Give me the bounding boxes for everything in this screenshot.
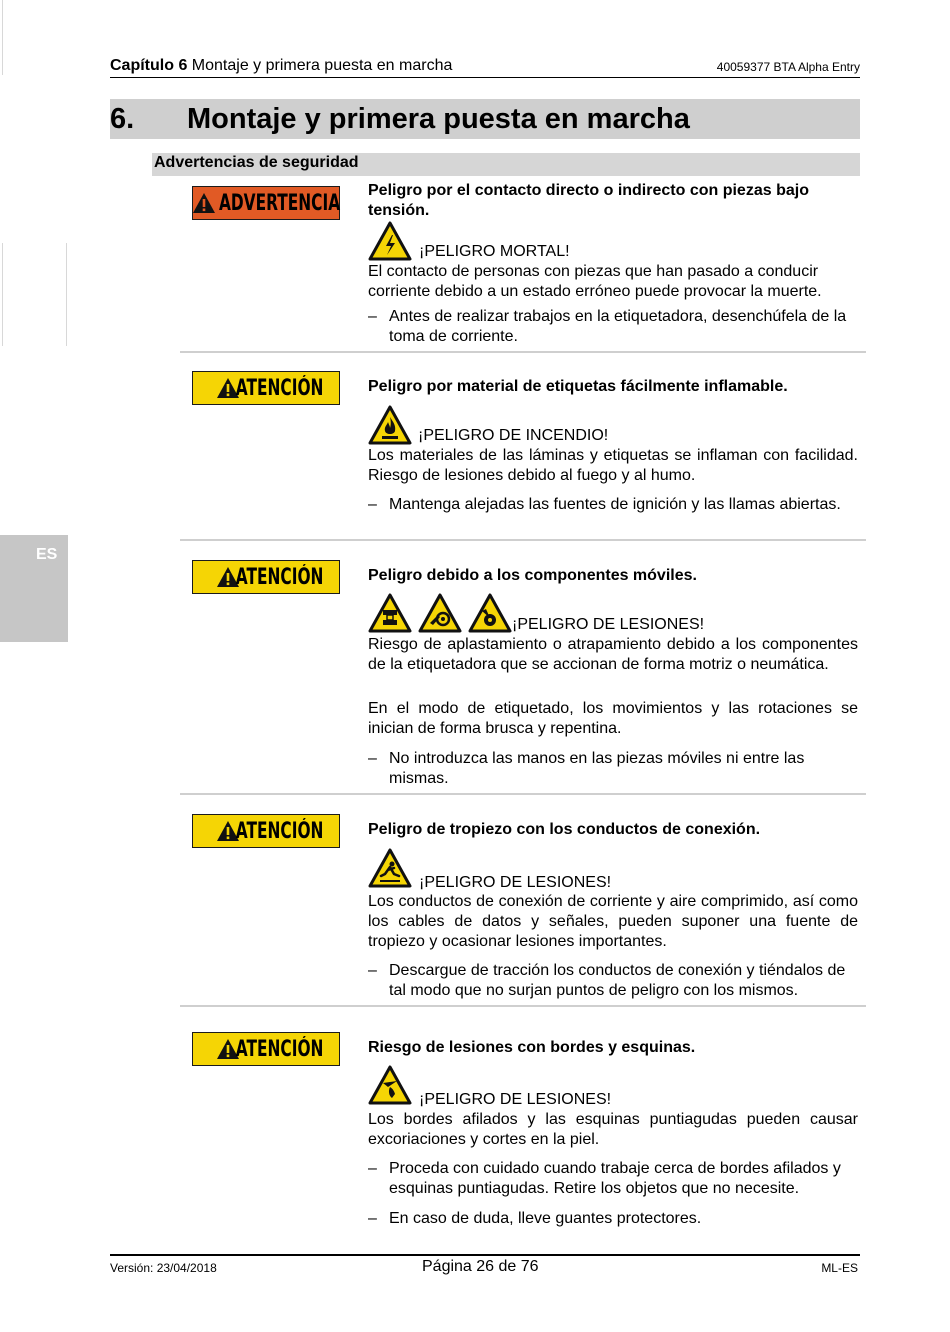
header-chapter: Capítulo 6 Montaje y primera puesta en marcha [110,57,453,74]
rotating-parts-icon [418,593,462,633]
warning-text: Los conductos de conexión de corriente y aire comprimido, así como los cables de datos y señales, pueden suponer una fuente de tropiezo y ocasionar lesiones importantes. [368,893,858,950]
hazard-icons [368,405,418,445]
warning-text: Los bordes afilados y las esquinas puntiagudas pueden causar excoriaciones y cortes en la piel. [368,1111,858,1148]
advertencia-badge: ADVERTENCIA [192,186,340,220]
danger-label: ¡PELIGRO DE LESIONES! [419,874,612,891]
footer-page-number: Página 26 de 76 [422,1258,539,1275]
separator [180,1005,866,1007]
instruction-bullet: – Mantenga alejadas las fuentes de ignición y las llamas abiertas. [368,496,841,513]
warning-heading: Peligro de tropiezo con los conductos de conexión. [368,821,761,838]
instruction-bullet: – En caso de duda, lleve guantes protectores. [368,1210,702,1227]
margin-line [66,243,67,346]
crushing-hazard-icon [368,593,412,633]
warning-text: En el modo de etiquetado, los movimientos y las rotaciones se inician de forma brusca y repentina. [368,700,858,737]
footer-version: Versión: 23/04/2018 [110,1261,217,1275]
electric-shock-warning-icon [368,221,412,261]
warning-text: El contacto de personas con piezas que han pasado a conducir corriente debido a un estado erróneo puede provocar la muerte. [368,263,822,300]
header-doc-id: 40059377 BTA Alpha Entry [716,60,860,74]
warning-text: Los materiales de las láminas y etiquetas se inflaman con facilidad. Riesgo de lesiones debido al fuego y al humo. [368,447,858,484]
separator [180,351,866,353]
instruction-bullet: – Proceda con cuidado cuando trabaje cerca de bordes afilados y esquinas puntiagudas. Retire los objetos que no necesite. [368,1160,841,1197]
hazard-icons [368,1065,418,1105]
warning-heading: Riesgo de lesiones con bordes y esquinas. [368,1039,696,1056]
margin-line [2,0,3,75]
margin-line [2,243,3,346]
hazard-icons [368,593,518,633]
danger-label: ¡PELIGRO DE INCENDIO! [418,427,609,444]
warning-heading: Peligro por material de etiquetas fácilmente inflamable. [368,378,788,395]
sharp-edges-icon [368,1065,412,1105]
danger-label: ¡PELIGRO MORTAL! [419,243,570,260]
section-heading [152,153,860,176]
separator [180,539,866,541]
hazard-icons [368,221,418,261]
footer-rule [110,1254,860,1256]
danger-label: ¡PELIGRO DE LESIONES! [512,616,705,633]
atencion-badge: ATENCIÓN [192,814,340,848]
atencion-badge: ATENCIÓN [192,371,340,405]
page-header [110,56,860,78]
footer-language-code: ML-ES [821,1261,858,1275]
entanglement-hazard-icon [468,593,512,633]
atencion-badge: ATENCIÓN [192,560,340,594]
warning-text: Riesgo de aplastamiento o atrapamiento debido a los componentes de la etiquetadora que se accionan de forma motriz o neumática. [368,636,858,673]
instruction-bullet: – Antes de realizar trabajos en la etiquetadora, desenchúfela de la toma de corriente. [368,308,847,345]
chapter-number: 6. [110,103,135,135]
flammable-warning-icon [368,405,412,445]
warning-triangle-icon [192,192,216,214]
hazard-icons [368,848,418,888]
separator [180,793,866,795]
warning-heading: Peligro debido a los componentes móviles. [368,567,697,584]
chapter-heading [110,99,860,139]
chapter-title: Montaje y primera puesta en marcha [187,103,690,135]
danger-label: ¡PELIGRO DE LESIONES! [419,1091,612,1108]
atencion-badge: ATENCIÓN [192,1032,340,1066]
trip-hazard-icon [368,848,412,888]
instruction-bullet: – Descargue de tracción los conductos de conexión y tiéndalos de tal modo que no surjan puntos de peligro con los mismos. [368,962,846,999]
instruction-bullet: – No introduzca las manos en las piezas móviles ni entre las mismas. [368,750,805,787]
section-title: Advertencias de seguridad [154,154,359,171]
language-tab-label: ES [36,546,58,563]
language-tab[interactable] [0,535,68,642]
warning-heading: Peligro por el contacto directo o indirecto con piezas bajo tensión. [368,182,809,219]
